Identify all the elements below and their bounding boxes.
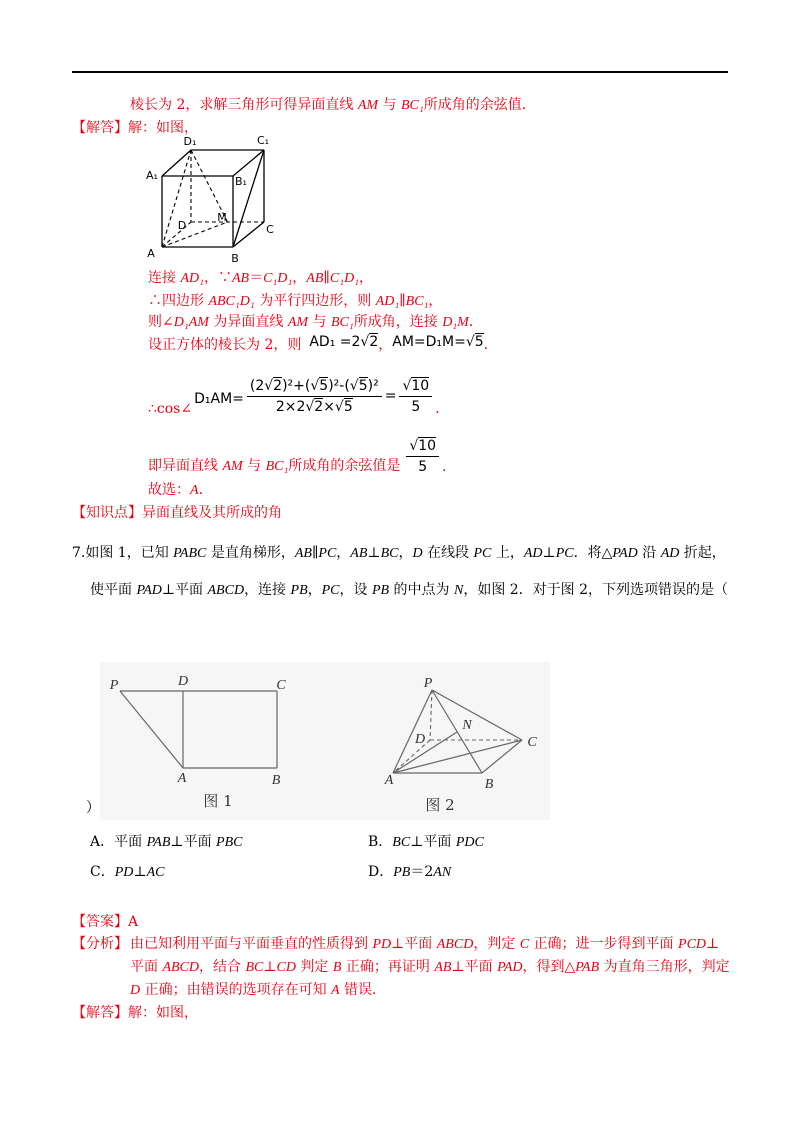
math-variable: PC (321, 583, 340, 598)
text-run: ，得到△ (522, 959, 576, 975)
text-run: ． (468, 314, 483, 330)
text-run: ∥ (323, 270, 330, 286)
math-variable: PAB (575, 960, 600, 975)
text-run: 则∠ (148, 314, 174, 330)
math-variable: AN (433, 865, 452, 880)
math-variable: AB (434, 960, 452, 975)
cube-label-c1: C₁ (256, 134, 270, 147)
text-run: 在线段 (422, 545, 474, 561)
solution-line-3 (148, 313, 483, 332)
conclusion-denominator: 5 (418, 459, 428, 475)
cos-lhs: D₁AM= (194, 391, 244, 407)
answer-line (72, 913, 138, 931)
text-run: 7.如图 1，已知 (72, 545, 174, 561)
math-variable: BC (392, 835, 411, 850)
text-run: 折起， (679, 545, 726, 561)
fig1-label-a: A (177, 771, 187, 786)
math-variable: AB (294, 546, 312, 561)
option-a (90, 833, 243, 852)
text-run: ∴四边形 (148, 293, 209, 309)
math-variable: AD (660, 546, 680, 561)
text-run: ⊥平面 (410, 834, 456, 850)
text-run: ，判定 (473, 936, 520, 952)
solution-label: 【解答】 (72, 120, 128, 136)
hint-line (130, 96, 536, 115)
math-variable: BC (245, 960, 264, 975)
text-run: ，连接 (244, 582, 291, 598)
cube-label-d1: D₁ (183, 135, 197, 148)
text-run: 使平面 (90, 582, 137, 598)
text-run: ∥ (311, 545, 319, 561)
text-run: 与 (242, 458, 266, 474)
text-run: 沿 (637, 545, 661, 561)
fig1-label-p: P (109, 678, 119, 693)
cos-lead: ∴cos∠ (148, 401, 193, 417)
text-run: 为平行四边形，则 (254, 293, 376, 309)
cube-label-a1: A₁ (146, 169, 158, 182)
cube-label-b1: B₁ (235, 175, 247, 188)
cos-value-denominator: 5 (411, 398, 421, 415)
formula-end: ． (483, 337, 498, 353)
option-d (368, 863, 451, 882)
diagonal-b-c1 (233, 150, 264, 247)
formula-am: AM=D₁M=√5 (392, 334, 484, 350)
text-run: B． (368, 834, 393, 850)
text-run: ∥ (399, 293, 406, 309)
fig2-label-n: N (462, 718, 472, 733)
cube-label-b: B (231, 252, 239, 265)
text-run: 是直角梯形， (206, 545, 295, 561)
segment-a-m (162, 222, 228, 247)
math-variable: BC₁ (330, 315, 354, 330)
cos-equals: = (384, 388, 397, 404)
cos-fraction (247, 377, 382, 416)
edge-a-d (162, 222, 191, 247)
text-run: 正确；再证明 (341, 959, 435, 975)
math-variable: AB (350, 546, 368, 561)
fig1-caption: 图 1 (203, 792, 233, 810)
math-variable: PC (318, 546, 337, 561)
conclusion-text (148, 457, 400, 476)
cube-label-d: D (177, 219, 187, 232)
question7-line-2 (90, 581, 728, 600)
math-variable: AM (357, 98, 379, 113)
answer-label: 【答案】 (72, 914, 128, 930)
text-run: ， (292, 270, 307, 286)
math-variable: BC₁ (265, 459, 289, 474)
knowledge-line (72, 504, 282, 522)
text-run: ， (336, 545, 351, 561)
fig2-label-b: B (484, 777, 494, 792)
text-run: 为异面直线 (208, 314, 288, 330)
math-variable: PD (372, 937, 392, 952)
math-variable: C (519, 937, 530, 952)
fig2-label-p: P (423, 676, 433, 691)
conclusion-end: ． (442, 459, 457, 475)
fig2-caption: 图 2 (425, 796, 455, 814)
math-variable: N (453, 583, 464, 598)
math-variable: PC (555, 546, 574, 561)
option-c (90, 863, 164, 882)
math-variable: AD (523, 546, 543, 561)
math-variable: BC (380, 546, 399, 561)
cos-end: ． (435, 401, 450, 417)
formula-separator: ， (378, 337, 393, 353)
math-variable: PCD (678, 937, 707, 952)
fig1-label-c: C (276, 678, 286, 693)
text-run: ，设 (339, 582, 372, 598)
cos-denominator: 2×2√2×√5 (275, 398, 353, 415)
cos-value-numerator: √10 (399, 377, 432, 397)
text-run: D． (368, 864, 394, 880)
text-run: ， (359, 270, 374, 286)
text-run: 连接 (148, 270, 181, 286)
text-run: A．平面 (90, 834, 147, 850)
text-run: ⊥ (542, 545, 556, 561)
option-b (368, 833, 484, 852)
text-run: ， (307, 582, 322, 598)
text-run: ⊥平面 (161, 582, 208, 598)
text-run: 与 (378, 97, 401, 113)
knowledge-label: 【知识点】 (72, 505, 142, 521)
math-variable: D₁AM (173, 315, 209, 330)
cosine-formula-line (148, 374, 449, 418)
fig2-label-a: A (384, 773, 394, 788)
math-variable: C₁D₁ (329, 271, 360, 286)
text-run: 所成角的余弦值是 (288, 458, 401, 474)
text-run: 即异面直线 (148, 458, 223, 474)
knowledge-text: 异面直线及其所成的角 (142, 505, 282, 521)
text-run: 与 (308, 314, 331, 330)
text-run: ⊥平面 (451, 959, 498, 975)
text-run: ⊥平面 (170, 834, 217, 850)
conclusion-line (148, 436, 456, 476)
answer-value: A (128, 914, 139, 930)
math-variable: PD (114, 865, 134, 880)
math-variable: PAB (146, 835, 171, 850)
text-run: ，如图 2．对于图 2，下列选项错误的是（ (463, 582, 729, 598)
text-run: ，∵ (203, 270, 232, 286)
text-run: ， (398, 545, 413, 561)
text-run: 所成角，连接 (353, 314, 443, 330)
solution2-heading (72, 1004, 198, 1022)
cube-figure (140, 132, 280, 266)
math-variable: PAD (497, 960, 523, 975)
math-variable: AM (287, 315, 309, 330)
math-variable: PABC (173, 546, 207, 561)
text-run: ＝2 (410, 864, 434, 880)
math-variable: PB (371, 583, 390, 598)
question7-closing-paren: ） (86, 800, 100, 816)
solution2-intro: 解：如图， (128, 1005, 198, 1021)
cube-label-a: A (147, 247, 155, 260)
math-variable: ABCD (162, 960, 200, 975)
cube-label-c: C (266, 223, 274, 236)
text-run: 由已知利用平面与平面垂直的性质得到 (130, 936, 373, 952)
math-variable: ABCD (436, 937, 474, 952)
math-variable: ABC₁D₁ (208, 294, 255, 309)
math-variable: C₁D₁ (263, 271, 293, 286)
figure-background (100, 662, 550, 820)
solution-line-1 (148, 269, 373, 288)
conclusion-fraction (406, 437, 439, 476)
solution-line-2 (148, 292, 442, 311)
text-run: 正确；进一步得到平面 (529, 936, 679, 952)
formula-ad1: AD₁ =2√2 (309, 334, 379, 350)
math-variable: AD₁ (180, 271, 204, 286)
cos-value-fraction (399, 377, 432, 416)
fig2-label-c: C (527, 735, 537, 750)
analysis-label: 【分析】 (72, 936, 128, 952)
question7-figures (100, 662, 550, 820)
text-run: 平面 (130, 959, 163, 975)
text-run: 的中点为 (389, 582, 454, 598)
fig1-label-b: B (271, 773, 281, 788)
text-run: ⊥ (706, 936, 720, 952)
analysis-line-3 (130, 981, 386, 1000)
text-run: 棱长为 2，求解三角形可得异面直线 (130, 97, 358, 113)
text-run: 上， (491, 545, 524, 561)
analysis-line-2 (130, 958, 730, 977)
analysis-line-1 (130, 935, 719, 954)
text-run: 所成角的余弦值． (423, 97, 536, 113)
fig2-label-d: D (414, 732, 426, 747)
text-run: C． (90, 864, 115, 880)
math-variable: PAD (136, 583, 162, 598)
text-run: 错误． (339, 982, 387, 998)
cube-label-m: M (217, 211, 227, 224)
math-variable: CD (276, 960, 296, 975)
math-variable: BC₁ (400, 98, 424, 113)
text-run: ．将△ (573, 545, 613, 561)
text-run: ⊥ (367, 545, 381, 561)
math-variable: AB (231, 271, 250, 286)
math-variable: PB (393, 865, 411, 880)
text-run: ＝ (249, 270, 264, 286)
math-variable: A (331, 983, 340, 998)
text-run: 为直角三角形，判定 (599, 959, 730, 975)
math-variable: ABCD (207, 583, 245, 598)
math-variable: D (412, 546, 423, 561)
math-variable: AM (222, 459, 243, 474)
text-run: 正确；由错误的选项存在可知 (140, 982, 332, 998)
math-variable: PC (473, 546, 492, 561)
math-variable: BC₁ (405, 294, 429, 309)
text-run: ⊥ (263, 959, 277, 975)
choice-line (148, 481, 213, 500)
question7-line-1 (72, 544, 726, 563)
text-run: ． (198, 482, 213, 498)
conclusion-numerator: √10 (406, 437, 439, 457)
math-variable: PB (290, 583, 308, 598)
math-variable: D₁M (442, 315, 469, 330)
cos-numerator: (2√2)²+(√5)²-(√5)² (247, 377, 382, 397)
fig1-label-d: D (177, 674, 189, 689)
text-run: ，结合 (199, 959, 246, 975)
math-variable: PBC (216, 835, 243, 850)
text-run: ⊥ (133, 864, 147, 880)
math-variable: A (190, 483, 199, 498)
math-variable: AB (306, 271, 324, 286)
math-variable: B (332, 960, 342, 975)
math-variable: D (130, 983, 141, 998)
solution-intro: 解：如图， (128, 120, 198, 136)
solution2-label: 【解答】 (72, 1005, 128, 1021)
math-variable: PAD (612, 546, 638, 561)
edge-length-text: 设正方体的棱长为 2，则 (148, 337, 302, 353)
math-variable: PDC (455, 835, 484, 850)
segment-a-d1 (162, 150, 191, 247)
math-variable: AD₁ (375, 294, 400, 309)
header-rule (72, 71, 728, 73)
text-run: 判定 (295, 959, 333, 975)
text-run: ， (428, 293, 443, 309)
text-run: ⊥平面 (391, 936, 437, 952)
edge-length-line (148, 336, 498, 354)
text-run: 故选： (148, 482, 190, 498)
math-variable: AC (146, 865, 165, 880)
cube-visible-edges (162, 150, 264, 247)
